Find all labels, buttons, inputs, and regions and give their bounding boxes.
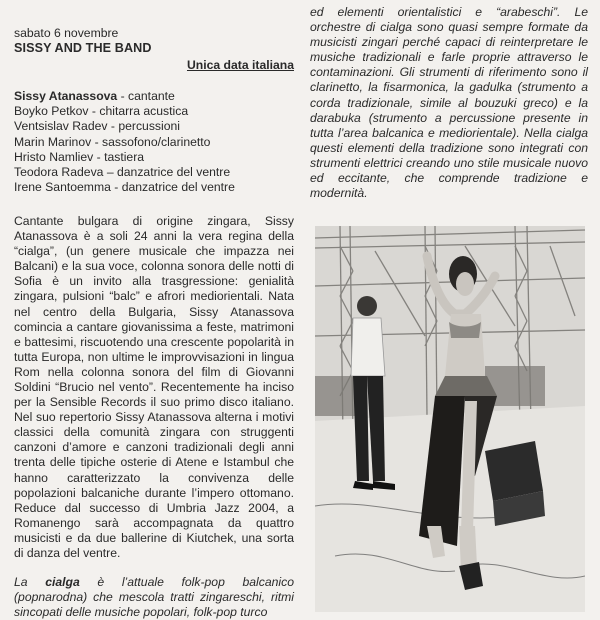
cast-name: Irene Santoemma (14, 179, 111, 194)
cialga-note-continued: ed elementi orientalistici e “arabeschi”. Le orchestre di cialga sono quasi sempre formate da musicisti zingari perché capaci di reinterpretare le musiche tradizionali e farle proprie attraverso le contaminazioni. Gli strumenti di riferimento sono il clarinetto, la fisarmonica, la gadulka (strumento a corda tradizionale, simile al bouzuki greco) e la darabuka (strumento a percussione presente in tutta l’area balcanica e mediorientale). Nella cialga questi elementi della tradizione sono integrati con strumenti elettrici creando uno stile musicale nuovo ed eccitante, che comprende tradizione e modernità. (310, 5, 588, 201)
cast-role: - tastiera (93, 149, 145, 164)
cast-item (14, 180, 294, 195)
cast-item (14, 165, 294, 180)
unique-show-heading: Unica data italiana (186, 58, 294, 73)
right-column (310, 5, 588, 201)
dancer-photo (315, 226, 585, 612)
cast-name: Teodora Radeva (14, 164, 104, 179)
cialga-note (14, 575, 294, 620)
cast-name: Hristo Namliev (14, 149, 94, 164)
left-column (14, 26, 294, 620)
cast-role: - cantante (117, 89, 175, 104)
cast-item (14, 150, 294, 165)
cast-name: Sissy Atanassova (14, 89, 118, 104)
cast-role: - percussioni (107, 119, 180, 134)
cast-item (14, 135, 294, 150)
note-lead: La (14, 575, 46, 590)
note-term: cialga (45, 575, 80, 590)
cast-item (14, 89, 294, 104)
cast-name: Marin Marinov (14, 134, 92, 149)
dancer-photo-illustration (315, 226, 585, 612)
cast-name: Boyko Petkov (14, 104, 89, 119)
note-rest: è l’attuale folk-pop balcanico (popnarodna) che mescola tratti zingareschi, ritmi sincopati delle musiche popolari, folk-pop turco (14, 575, 294, 620)
artist-biography: Cantante bulgara di origine zingara, Sissy Atanassova è a soli 24 anni la vera regina della “cialga”, (un genere musicale che impazza nei Balcani) e la sua voce, colonna sonora delle notti di Sofia è un invito alla trasgressione: genialità zingara, pulsioni “balc” e afrori mediorientali. Nata nel centro della Bulgaria, Sissy Atanassova comincia a cantare giovanissima a feste, matrimoni e battesimi, riscuotendo una crescente popolarità in tutta Europa, non ultime le improvvisazioni in lingua Rom nella colonna sonora del film di Giovanni Soldini “Brucio nel vento”. Recentemente ha inciso per la Sensible Records il suo primo disco italiano. Nel suo repertorio Sissy Atanassova alterna i motivi classici della comunità zingara con struggenti canzoni d’amore e canzoni tradizionali degli anni trenta delle tipiche osterie di Atene e Istambul che hanno caratterizzato la convivenza delle popolazioni balcaniche durante l’impero ottomano. Reduce dal successo di Umbria Jazz 2004, a Romanengo sarà accompagnata da quattro musicisti e da due ballerine di Kiutchek, una sorta di danza del ventre. (14, 213, 294, 560)
cast-role: - chitarra acustica (88, 104, 189, 119)
cast-list (14, 89, 294, 195)
cast-role: - sassofono/clarinetto (91, 134, 211, 149)
cast-role: – danzatrice del ventre (103, 164, 231, 179)
cast-item (14, 104, 294, 119)
cast-name: Ventsislav Radev (14, 119, 108, 134)
event-date: sabato 6 novembre (14, 26, 119, 40)
band-title: SISSY AND THE BAND (14, 41, 152, 56)
cast-role: - danzatrice del ventre (110, 179, 235, 194)
cast-item (14, 119, 294, 134)
